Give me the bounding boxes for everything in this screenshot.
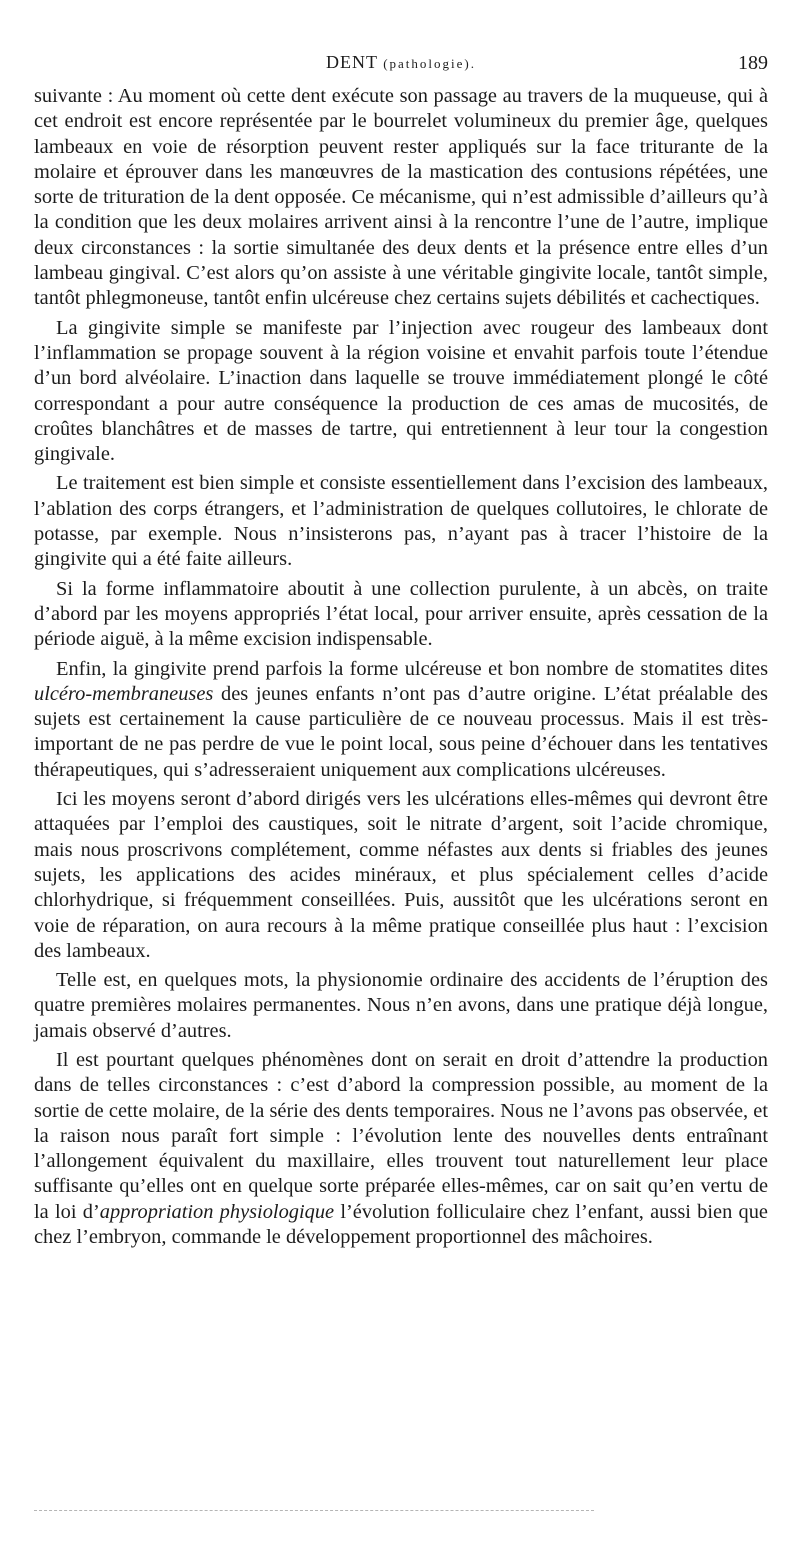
running-title-main: DENT	[326, 52, 378, 72]
page-header	[34, 50, 768, 78]
paragraph-2: La gingivite simple se manifeste par l’injection avec rougeur des lambeaux dont l’inflammation se propage souvent à la région voisine et envahit parfois toute l’étendue d’un bord alvéolaire. L’inaction dans laquelle se trouve immédiatement plongé le côté correspondant a pour autre conséquence la production de ces amas de mucosités, de croûtes blanchâtres et de masses de tartre, qui entretiennent à leur tour la congestion gingivale.	[34, 316, 768, 466]
running-title	[34, 52, 768, 73]
paragraph-8-text-b: l’évolution folliculaire chez l’enfant, aussi bien que chez l’embryon, commande le développement proportionnel des mâchoires.	[34, 1200, 768, 1249]
page-number: 189	[738, 52, 768, 74]
italic-term-appropriation-physiologique: appropriation physiologique	[99, 1200, 335, 1223]
paragraph-8-text-a: Il est pourtant quelques phénomènes dont on serait en droit d’attendre la production dans de telles circonstances : c’est d’abord la compression possible, au moment de la sortie de cette molaire, de la série des dents temporaires. Nous ne l’avons pas observée, et la raison nous paraît fort simple : l’évolution lente des nouvelles dents entraînant l’allongement équivalent du maxillaire, elles trouvent tout naturellement leur place suffisante qu’elles ont en quelque sorte préparée elles-mêmes, car on sait qu’en vertu de la loi d’	[34, 1048, 768, 1223]
italic-term-ulcero-membraneuses: ulcéro-membraneuses	[34, 682, 214, 705]
paragraph-3: Le traitement est bien simple et consiste essentiellement dans l’excision des lambeaux, l’ablation des corps étrangers, et l’administration de quelques collutoires, le chlorate de potasse, par exemple. Nous n’insisterons pas, n’ayant pas à tracer l’histoire de la gingivite qui a été faite ailleurs.	[34, 472, 768, 571]
paragraph-7: Telle est, en quelques mots, la physionomie ordinaire des accidents de l’éruption des quatre premières molaires permanentes. Nous n’en avons, dans une pratique déjà longue, jamais observé d’autres.	[34, 969, 768, 1042]
footer-dotted-rule	[34, 1510, 594, 1511]
paragraph-8	[34, 1048, 768, 1250]
paragraph-1: suivante : Au moment où cette dent exécute son passage au travers de la muqueuse, qui à cet endroit est encore représentée par le bourrelet volumineux du premier âge, quelques lambeaux en voie de résorption peuvent rester appliqués sur la face triturante de la molaire et éprouver dans les manœuvres de la mastication des contusions répétées, une sorte de trituration de la dent opposée. Ce mécanisme, qui n’est admissible d’ailleurs qu’à la condition que les deux molaires arrivent ainsi à la rencontre l’une de l’autre, implique deux circonstances : la sortie simultanée des deux dents et la présence entre elles d’un lambeau gingival. C’est alors qu’on assiste à une véritable gingivite locale, tantôt simple, tantôt phlegmoneuse, tantôt enfin ulcéreuse chez certains sujets débilités et cachectiques.	[34, 85, 768, 310]
running-title-sub: (pathologie).	[383, 56, 476, 71]
paragraph-4: Si la forme inflammatoire aboutit à une collection purulente, à un abcès, on traite d’abord par les moyens appropriés l’état local, pour arriver ensuite, après cessation de la période aiguë, à la même excision indispensable.	[34, 577, 768, 651]
paragraph-5-text-b: des jeunes enfants n’ont pas d’autre origine. L’état préalable des sujets est certainement la cause particulière de ce nouveau processus. Mais il est très-important de ne pas perdre de vue le point local, sous peine d’échouer dans les tentatives thérapeutiques, qui s’adresseraient uniquement aux complications ulcéreuses.	[34, 682, 768, 781]
paragraph-6: Ici les moyens seront d’abord dirigés vers les ulcérations elles-mêmes qui devront être attaquées par l’emploi des caustiques, soit le nitrate d’argent, soit l’acide chromique, mais nous proscrivons complétement, comme néfastes aux dents si friables des jeunes sujets, les applications des acides minéraux, et plus spécialement celles d’acide chlorhydrique, si fréquemment conseillées. Puis, aussitôt que les ulcérations seront en voie de réparation, on aura recours à la même pratique conseillée plus haut : l’excision des lambeaux.	[34, 788, 768, 962]
body-text	[34, 84, 768, 1250]
paragraph-5-text-a: Enfin, la gingivite prend parfois la forme ulcéreuse et bon nombre de stomatites dites	[56, 657, 768, 680]
paragraph-5	[34, 657, 768, 783]
